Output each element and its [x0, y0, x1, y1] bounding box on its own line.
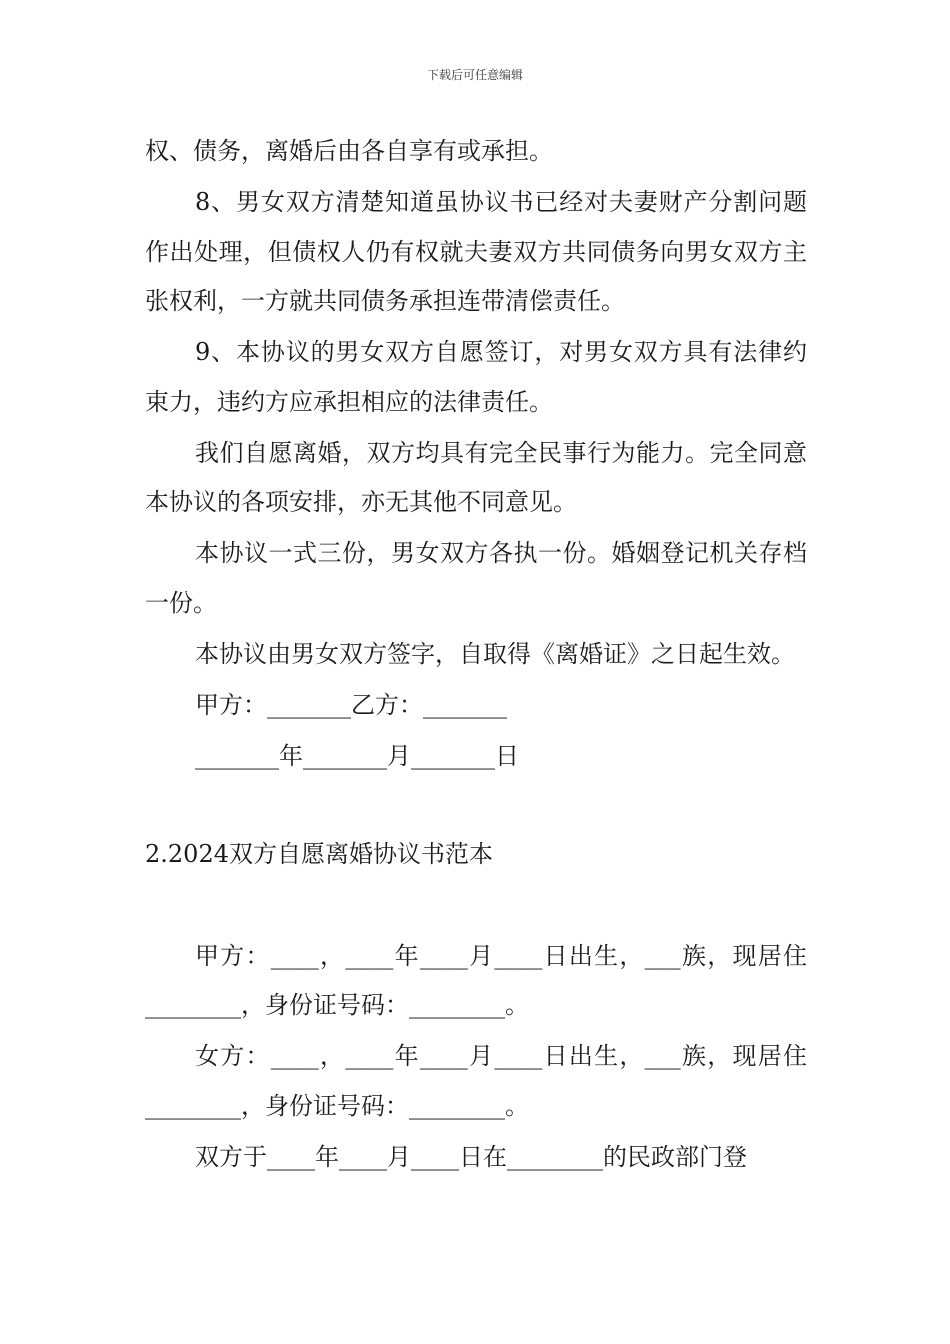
- signature-line: 甲方：_______乙方：_______: [195, 690, 507, 719]
- paragraph-party-a: 甲方：____，____年____月____日出生，___族，现居住________，身份证号码：________。: [145, 941, 807, 1019]
- paragraph-copies: 本协议一式三份，男女双方各执一份。婚姻登记机关存档一份。: [145, 539, 807, 617]
- paragraph-party-female: 女方：____，____年____月____日出生，___族，现居住________，身份证号码：________。: [145, 1042, 807, 1120]
- paragraph-clause-9: 9、本协议的男女双方自愿签订，对男女双方具有法律约束力，违约方应承担相应的法律责任。: [145, 338, 807, 416]
- paragraph-voluntary: 我们自愿离婚，双方均具有完全民事行为能力。完全同意本协议的各项安排，亦无其他不同意见。: [145, 438, 807, 516]
- page-header: 下载后可任意编辑: [426, 68, 523, 82]
- paragraph-continued: 权、债务，离婚后由各自享有或承担。: [145, 137, 553, 165]
- section-title: 2.2024双方自愿离婚协议书范本: [145, 840, 493, 868]
- paragraph-effective: 本协议由男女双方签字，自取得《离婚证》之日起生效。: [195, 639, 795, 668]
- document-body: [145, 127, 807, 1184]
- paragraph-registration: 双方于____年____月____日在________的民政部门登: [195, 1142, 747, 1171]
- paragraph-clause-8: 8、男女双方清楚知道虽协议书已经对夫妻财产分割问题作出处理，但债权人仍有权就夫妻双方共同债务向男女双方主张权利，一方就共同债务承担连带清偿责任。: [145, 188, 807, 315]
- date-line: _______年_______月_______日: [195, 741, 519, 770]
